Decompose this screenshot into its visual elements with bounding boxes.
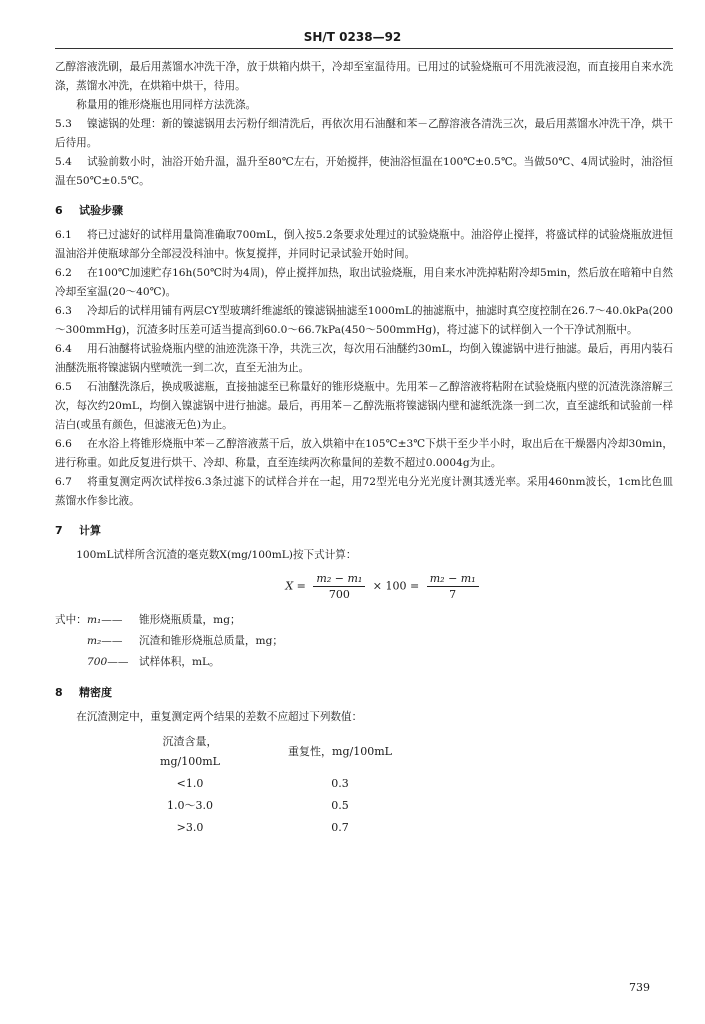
where-row bbox=[55, 610, 673, 631]
clause-number: 6.1 bbox=[55, 229, 72, 241]
where-symbol: m₂—— bbox=[87, 635, 123, 647]
table-row bbox=[140, 795, 440, 817]
clause-text: 试验前数小时，油浴开始升温，温升至80℃左右，开始搅拌，使油浴恒温在100℃±0.5℃。当做50℃、4周试验时，油浴恒温在50℃±0.5℃。 bbox=[55, 156, 673, 187]
where-description: 试样体积，mL。 bbox=[139, 656, 220, 668]
clause-number: 6.7 bbox=[55, 476, 72, 488]
section-number: 6 bbox=[55, 204, 63, 217]
table-cell: >3.0 bbox=[176, 821, 204, 834]
section-title: 计算 bbox=[79, 524, 101, 537]
precision-table bbox=[140, 731, 440, 839]
table-row bbox=[140, 773, 440, 795]
clause-text: 在100℃加速贮存16h(50℃时为4周)，停止搅拌加热，取出试验烧瓶，用自来水冲洗掉粘附冷却5min，然后放在暗箱中自然冷却至室温(20～40℃)。 bbox=[55, 267, 673, 298]
table-cell: 0.7 bbox=[331, 821, 349, 834]
clause-text: 在水浴上将锥形烧瓶中苯－乙醇溶液蒸干后，放入烘箱中在105℃±3℃下烘干至少半小时，取出后在干燥器内冷却30min，进行称重。如此反复进行烘干、冷却、称量，直至连续两次称量间的差数不超过0.0004g为止。 bbox=[55, 438, 673, 469]
clause-number: 6.5 bbox=[55, 381, 72, 393]
clause-6-2 bbox=[55, 264, 673, 302]
table-cell: 1.0～3.0 bbox=[167, 799, 213, 812]
precision-intro: 在沉渣测定中，重复测定两个结果的差数不应超过下列数值： bbox=[76, 711, 363, 723]
where-row bbox=[55, 652, 673, 673]
table-cell: <1.0 bbox=[176, 777, 204, 790]
clause-5-4 bbox=[55, 153, 673, 191]
where-label: 式中： bbox=[55, 614, 87, 626]
clause-number: 6.4 bbox=[55, 343, 72, 355]
fraction bbox=[427, 571, 479, 602]
clause-6-1 bbox=[55, 226, 673, 264]
formula bbox=[95, 571, 673, 602]
formula-lhs: X = bbox=[285, 579, 306, 593]
section-title: 精密度 bbox=[79, 686, 112, 699]
column-header: 沉渣含量，mg/100mL bbox=[160, 735, 220, 768]
section-number: 8 bbox=[55, 686, 63, 699]
section-number: 7 bbox=[55, 524, 63, 537]
paragraph: 乙醇溶液洗刷，最后用蒸馏水冲洗干净，放于烘箱内烘干，冷却至室温待用。已用过的试验烧瓶可不用洗液浸泡，而直接用自来水洗涤，蒸馏水冲洗，在烘箱中烘干，待用。 bbox=[55, 61, 673, 92]
where-symbol: 700—— bbox=[87, 656, 129, 668]
fraction-denominator: 700 bbox=[328, 588, 350, 601]
clause-6-5 bbox=[55, 378, 673, 435]
clause-6-6 bbox=[55, 435, 673, 473]
clause-6-7 bbox=[55, 473, 673, 511]
clause-number: 6.3 bbox=[55, 305, 72, 317]
clause-text: 冷却后的试样用铺有两层CY型玻璃纤维滤纸的镍滤锅抽滤至1000mL的抽滤瓶中，抽滤时真空度控制在26.7～40.0kPa(200～300mmHg)，沉渣多时压差可适当提高到60.0～66.7kPa(450～500mmHg)，将过滤下的试样倒入一个干净试剂瓶中。 bbox=[55, 305, 673, 336]
page-body bbox=[55, 58, 673, 839]
clause-text: 用石油醚将试验烧瓶内壁的油迹洗涤干净，共洗三次，每次用石油醚约30mL，均倒入镍滤锅中进行抽滤。最后，再用内装石油醚洗瓶将镍滤锅内壁喷洗一到二次，直至无油为止。 bbox=[55, 343, 673, 374]
fraction-numerator: m₂ − m₁ bbox=[313, 571, 365, 587]
page-number: 739 bbox=[629, 981, 650, 994]
header-rule bbox=[55, 48, 673, 49]
section-6-heading bbox=[55, 201, 673, 220]
where-description: 锥形烧瓶质量，mg； bbox=[139, 614, 241, 626]
where-row bbox=[55, 631, 673, 652]
section-title: 试验步骤 bbox=[79, 204, 123, 217]
clause-5-3 bbox=[55, 115, 673, 153]
clause-number: 5.3 bbox=[55, 118, 72, 130]
fraction bbox=[313, 571, 365, 602]
clause-text: 石油醚洗涤后，换成吸滤瓶，直接抽滤至已称量好的锥形烧瓶中。先用苯－乙醇溶液将粘附在试验烧瓶内壁的沉渣洗涤溶解三次，每次约20mL，均倒入镍滤锅中进行抽滤。最后，再用苯－乙醇洗瓶将镍滤锅内壁和滤纸洗涤一到二次，直至滤纸和试验前一样洁白(或虽有颜色，但滤液无色)为止。 bbox=[55, 381, 673, 431]
formula-multiplier: × 100 = bbox=[372, 579, 420, 593]
clause-number: 5.4 bbox=[55, 156, 72, 168]
page-header: SH/T 0238—92 bbox=[303, 30, 402, 44]
table-cell: 0.5 bbox=[331, 799, 349, 812]
fraction-numerator: m₂ − m₁ bbox=[427, 571, 479, 587]
fraction-denominator: 7 bbox=[449, 588, 457, 601]
paragraph: 称量用的锥形烧瓶也用同样方法洗涤。 bbox=[76, 99, 257, 111]
section-8-heading bbox=[55, 683, 673, 702]
clause-number: 6.2 bbox=[55, 267, 72, 279]
clause-number: 6.6 bbox=[55, 438, 72, 450]
clause-text: 将已过滤好的试样用量筒准确取700mL，倒入按5.2条要求处理过的试验烧瓶中。油浴停止搅拌，将盛试样的试验烧瓶放进恒温油浴并使瓶球部分全部浸没科油中。恢复搅拌，并同时记录试验开始时间。 bbox=[55, 229, 673, 260]
clause-text: 将重复测定两次试样按6.3条过滤下的试样合并在一起，用72型光电分光光度计测其透光率。采用460nm波长，1cm比色皿蒸馏水作参比液。 bbox=[55, 476, 673, 507]
clause-text: 镍滤锅的处理：新的镍滤锅用去污粉仔细清洗后，再依次用石油醚和苯－乙醇溶液各清洗三次，最后用蒸馏水冲洗干净，烘干后待用。 bbox=[55, 118, 673, 149]
clause-6-4 bbox=[55, 340, 673, 378]
table-header-row bbox=[140, 731, 440, 773]
where-description: 沉渣和锥形烧瓶总质量，mg； bbox=[139, 635, 283, 647]
table-row bbox=[140, 817, 440, 839]
where-symbol: m₁—— bbox=[87, 614, 123, 626]
column-header: 重复性，mg/100mL bbox=[288, 745, 392, 758]
clause-6-3 bbox=[55, 302, 673, 340]
formula-intro: 100mL试样所含沉渣的毫克数X(mg/100mL)按下式计算： bbox=[76, 549, 357, 561]
section-7-heading bbox=[55, 521, 673, 540]
table-cell: 0.3 bbox=[331, 777, 349, 790]
